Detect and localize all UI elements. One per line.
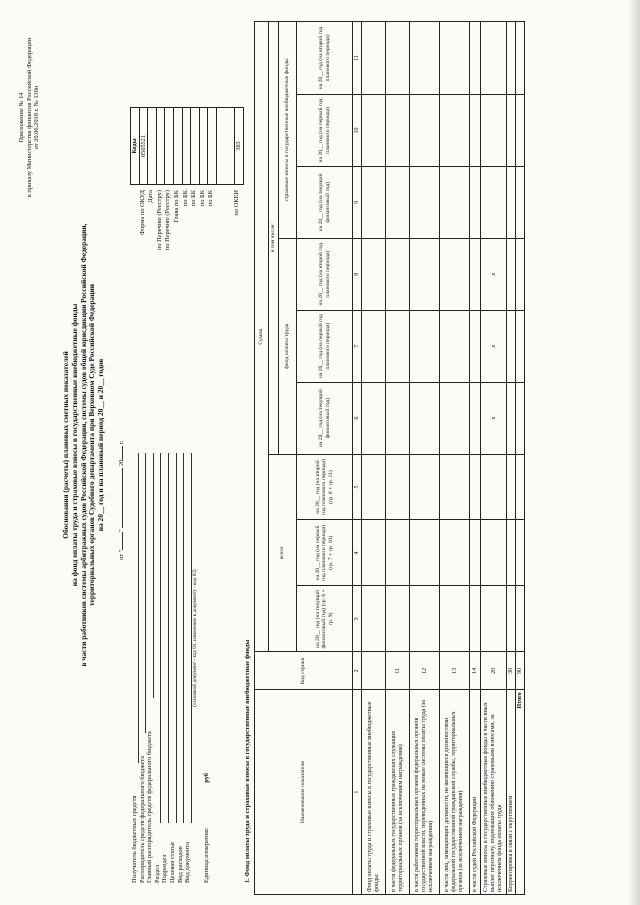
row-name-total: Итого <box>516 690 525 895</box>
code-cell <box>173 108 182 185</box>
codes-table <box>130 107 244 185</box>
annex-line: Приложение № 14 <box>18 92 25 143</box>
column-number: 8 <box>353 238 362 310</box>
row-name: в части судей Российской Федерации <box>470 690 481 895</box>
row-code: 12 <box>410 652 440 690</box>
okud-code: 0505521 <box>139 108 148 185</box>
date-quote: " <box>118 529 125 532</box>
column-number: 1 <box>353 690 362 895</box>
codes-label: по БК <box>181 190 189 207</box>
header-year: на 20__ год (на первый год планового периода) <box>297 310 353 382</box>
cross-mark: x <box>481 310 507 382</box>
main-table <box>254 21 525 895</box>
codes-label: по Перечню (Реестру) <box>155 190 163 251</box>
requisite-label: Распорядитель средств федерального бюджета <box>138 755 146 883</box>
title-line: на фонд оплаты труда и страховые взносы в государственные внебюджетные фонды <box>69 303 79 587</box>
table-row <box>386 22 410 895</box>
codes-label: по БК <box>190 190 198 207</box>
title-line: на 20__ год и на плановый период 20__ и 20__ годов <box>96 358 106 532</box>
requisites-block <box>131 453 211 883</box>
table-row <box>440 22 470 895</box>
table-row <box>410 22 440 895</box>
requisite-label: Главный распорядитель средств федерального бюджета <box>146 731 154 883</box>
header-sum: Сумма <box>255 22 269 652</box>
row-name: в части работников территориальных органов федеральных органов государственной власти, переведенных на новые системы оплаты труда (за исключением награждения) <box>410 690 440 895</box>
code-cell <box>182 108 191 185</box>
title-line: Обоснования (расчеты) плановых сметных показателей <box>61 351 70 539</box>
code-cell <box>148 108 157 185</box>
header-insurance: страховые взносы в государственные внебюджетные фонды <box>279 22 297 239</box>
header-year: на 20__ год (на текущий финансовый год) <box>297 382 353 454</box>
header-total: всего <box>269 454 297 652</box>
title-line: в части работников системы арбитражных судов Российской Федерации, системы судов общей юрисдикции Российской Федерации, <box>78 223 88 667</box>
requisite-label: Вид расходов <box>176 846 184 883</box>
row-name: Страховые взносы в государственные внебюджетные фонды в части иных выплат персоналу, подлежащих обложению страховыми взносами, за исключением фонда оплаты труда <box>481 690 507 895</box>
column-number: 10 <box>353 95 362 167</box>
codes-label: по ОКЕИ <box>233 190 241 216</box>
annex-block <box>18 25 41 210</box>
row-name: Корректировка в связи с округлением <box>507 690 516 895</box>
requisite-label: Вид документа <box>184 841 192 883</box>
header-including: в том числе: <box>269 22 279 455</box>
table-row <box>362 22 386 895</box>
codes-label: Глава по БК <box>172 190 180 223</box>
row-code: 14 <box>470 652 481 690</box>
row-name: в части лиц, замещающих должности, не являющиеся должностями федеральной государственной гражданской службы, территориальных органов (за исключением награждения) <box>440 690 470 895</box>
annex-line: от 20.06.2018 г. № 139н <box>33 85 41 150</box>
title-line: территориальных органов Судебного департамента при Верховном Суде Российской Федерации <box>87 284 97 606</box>
codes-labels <box>130 190 242 285</box>
codes-label: Форма по ОКУД <box>138 190 146 235</box>
column-number: 3 <box>353 586 362 652</box>
code-cell <box>208 108 217 185</box>
table-row <box>507 22 516 895</box>
doc-kind-note: (основной документ - код 01; изменение к документу - код 02) <box>191 569 198 707</box>
codes-label: по Перечню (Реестру) <box>164 190 172 251</box>
table-row <box>516 22 525 895</box>
requisite-label: Получатель бюджетных средств <box>131 795 138 883</box>
row-code: 30 <box>507 652 516 690</box>
unit-value: руб <box>202 773 210 783</box>
header-year: на 20__ год (на второй год планового периода) <box>297 22 353 95</box>
codes-label: по БК <box>207 190 215 207</box>
codes-label: по БК <box>198 190 206 207</box>
date-line <box>118 310 126 560</box>
code-cell <box>165 108 174 185</box>
header-year: на 20__ год (на второй год планового периода) (гр. 8 + гр. 11) <box>297 454 353 520</box>
code-cell <box>191 108 200 185</box>
codes-label: Дата <box>147 190 155 203</box>
cross-mark: x <box>481 238 507 310</box>
column-number: 9 <box>353 166 362 238</box>
row-code: 11 <box>386 652 410 690</box>
header-year: на 20__ год (на второй год планового периода) <box>297 238 353 310</box>
header-year: на 20__ год (на текущий финансовый год) (гр. 6 + гр. 9) <box>297 586 353 652</box>
column-number: 4 <box>353 520 362 586</box>
header-code: Код строки <box>255 652 353 690</box>
column-number: 5 <box>353 454 362 520</box>
requisite-label: Раздел <box>153 864 161 883</box>
row-code: 20 <box>481 652 507 690</box>
column-number: 7 <box>353 310 362 382</box>
row-code <box>362 652 386 690</box>
unit-label: Единица измерения: <box>202 827 210 883</box>
cross-mark: x <box>481 382 507 454</box>
code-cell <box>216 108 234 185</box>
row-code: 13 <box>440 652 470 690</box>
table-row <box>470 22 481 895</box>
row-name: в части федеральных государственных гражданских служащих территориальных органов (за исключением награждения) <box>386 690 410 895</box>
row-name: Фонд оплаты труда и страховые взносы в государственные внебюджетные фонды: <box>362 690 386 895</box>
date-prefix: от " <box>118 549 125 560</box>
column-number: 6 <box>353 382 362 454</box>
code-cell <box>156 108 165 185</box>
column-number: 2 <box>353 652 362 690</box>
header-fot: фонд оплаты труда <box>279 238 297 454</box>
requisite-label: Подраздел <box>161 854 169 883</box>
date-year: 20 <box>118 459 125 467</box>
date-suffix: г. <box>118 440 125 445</box>
header-name: Наименование показателя <box>255 690 353 895</box>
annex-line: к приказу Министерства финансов Российской Федерации <box>25 37 33 198</box>
document-title <box>62 105 106 785</box>
code-cell <box>199 108 208 185</box>
row-code: 90 <box>516 652 525 690</box>
header-year: на 20__ год (на текущий финансовый год) <box>297 166 353 238</box>
column-number: 11 <box>353 22 362 95</box>
table-row <box>481 22 507 895</box>
header-year: на 20__ год (на первый год планового периода) (гр. 7 + гр. 10) <box>297 520 353 586</box>
header-year: на 20__ год (на первый год планового периода) <box>297 95 353 167</box>
requisite-label: Целевая статья <box>168 842 176 883</box>
codes-header: Коды <box>131 108 140 185</box>
section-heading: 1. Фонд оплаты труда и страховые взносы в государственные внебюджетные фонды <box>244 639 251 883</box>
okei-code: 383 <box>234 108 243 185</box>
